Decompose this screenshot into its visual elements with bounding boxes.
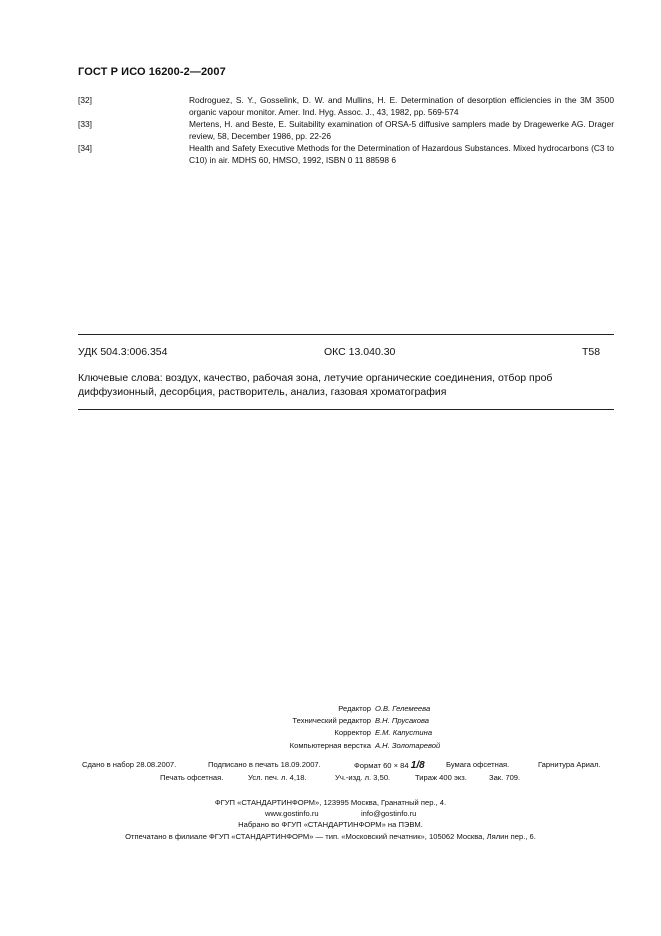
print-type: Печать офсетная. — [160, 773, 224, 782]
format-text: Формат 60 × 84 — [354, 761, 409, 770]
credit-line — [180, 740, 480, 752]
credit-person: Е.М. Капустина — [375, 728, 433, 738]
publisher-website[interactable]: www.gostinfo.ru — [265, 809, 319, 819]
top-divider — [78, 334, 614, 335]
reference-text: Health and Safety Executive Methods for the Determination of Hazardous Substances. Mixed hydrocarbons (C3 to C10) in air. MDHS 60, HMSO, 1992, ISBN 0 11 88598 6 — [189, 143, 614, 165]
signed-to-print: Подписано в печать 18.09.2007. — [208, 760, 321, 769]
bibliography-list — [78, 94, 614, 166]
reference-item — [78, 142, 614, 166]
reference-text: Mertens, H. and Beste, E. Suitability examination of ORSA-5 diffusive samplers made by Dragewerke AG. Drager review, 58, December 1986, pp. 22-26 — [189, 119, 614, 141]
credits-block — [180, 703, 480, 752]
conventional-sheets: Усл. печ. л. 4,18. — [248, 773, 307, 782]
paper-type: Бумага офсетная. — [446, 760, 510, 769]
credit-line — [180, 703, 480, 715]
typeface: Гарнитура Ариал. — [538, 760, 601, 769]
format-info — [354, 760, 425, 771]
reference-text: Rodroguez, S. Y., Gosselink, D. W. and Mullins, H. E. Determination of desorption efficiencies in the 3M 3500 organic vapour monitor. Amer. Ind. Hyg. Assoc. J., 43, 1982, pp. 569-574 — [189, 95, 614, 117]
print-run: Тираж 400 экз. — [415, 773, 467, 782]
publisher-block — [0, 797, 661, 842]
credit-role: Редактор — [338, 704, 371, 713]
oks-code: ОКС 13.040.30 — [324, 346, 396, 358]
category-code: Т58 — [582, 346, 601, 358]
publisher-contacts — [0, 808, 661, 819]
publishing-sheets: Уч.-изд. л. 3,50. — [335, 773, 391, 782]
reference-item — [78, 118, 614, 142]
credit-person: О.В. Гелемеева — [375, 704, 431, 713]
typeset-note: Набрано во ФГУП «СТАНДАРТИНФОРМ» на ПЭВМ. — [238, 820, 423, 830]
reference-number: [32] — [78, 95, 92, 105]
credit-person: В.Н. Прусакова — [375, 716, 429, 726]
credit-line — [180, 727, 480, 739]
reference-number: [34] — [78, 143, 92, 153]
publisher-email[interactable]: info@gostinfo.ru — [361, 809, 417, 819]
credit-person: А.Н. Золотаревой — [375, 740, 441, 750]
credit-role: Компьютерная верстка — [289, 740, 371, 750]
udk-code: УДК 504.3:006.354 — [78, 346, 168, 358]
reference-number: [33] — [78, 119, 92, 129]
document-header: ГОСТ Р ИСО 16200-2—2007 — [78, 66, 226, 78]
publisher-address: ФГУП «СТАНДАРТИНФОРМ», 123995 Москва, Гранатный пер., 4. — [214, 798, 447, 807]
credit-role: Технический редактор — [292, 716, 371, 726]
format-fraction: 1/8 — [410, 760, 425, 771]
credit-role: Корректор — [334, 728, 371, 738]
keywords: Ключевые слова: воздух, качество, рабочая зона, летучие органические соединения, отбор проб диффузионный, десорбция, растворитель, анализ, газовая хроматография — [78, 372, 553, 398]
bottom-divider — [78, 409, 614, 410]
order-number: Зак. 709. — [489, 773, 521, 782]
printed-note: Отпечатано в филиале ФГУП «СТАНДАРТИНФОРМ» — тип. «Московский печатник», 105062 Москва, Лялин пер., 6. — [125, 831, 536, 841]
credit-line — [180, 715, 480, 727]
sent-to-typeset: Сдано в набор 28.08.2007. — [82, 760, 177, 769]
reference-item — [78, 94, 614, 118]
